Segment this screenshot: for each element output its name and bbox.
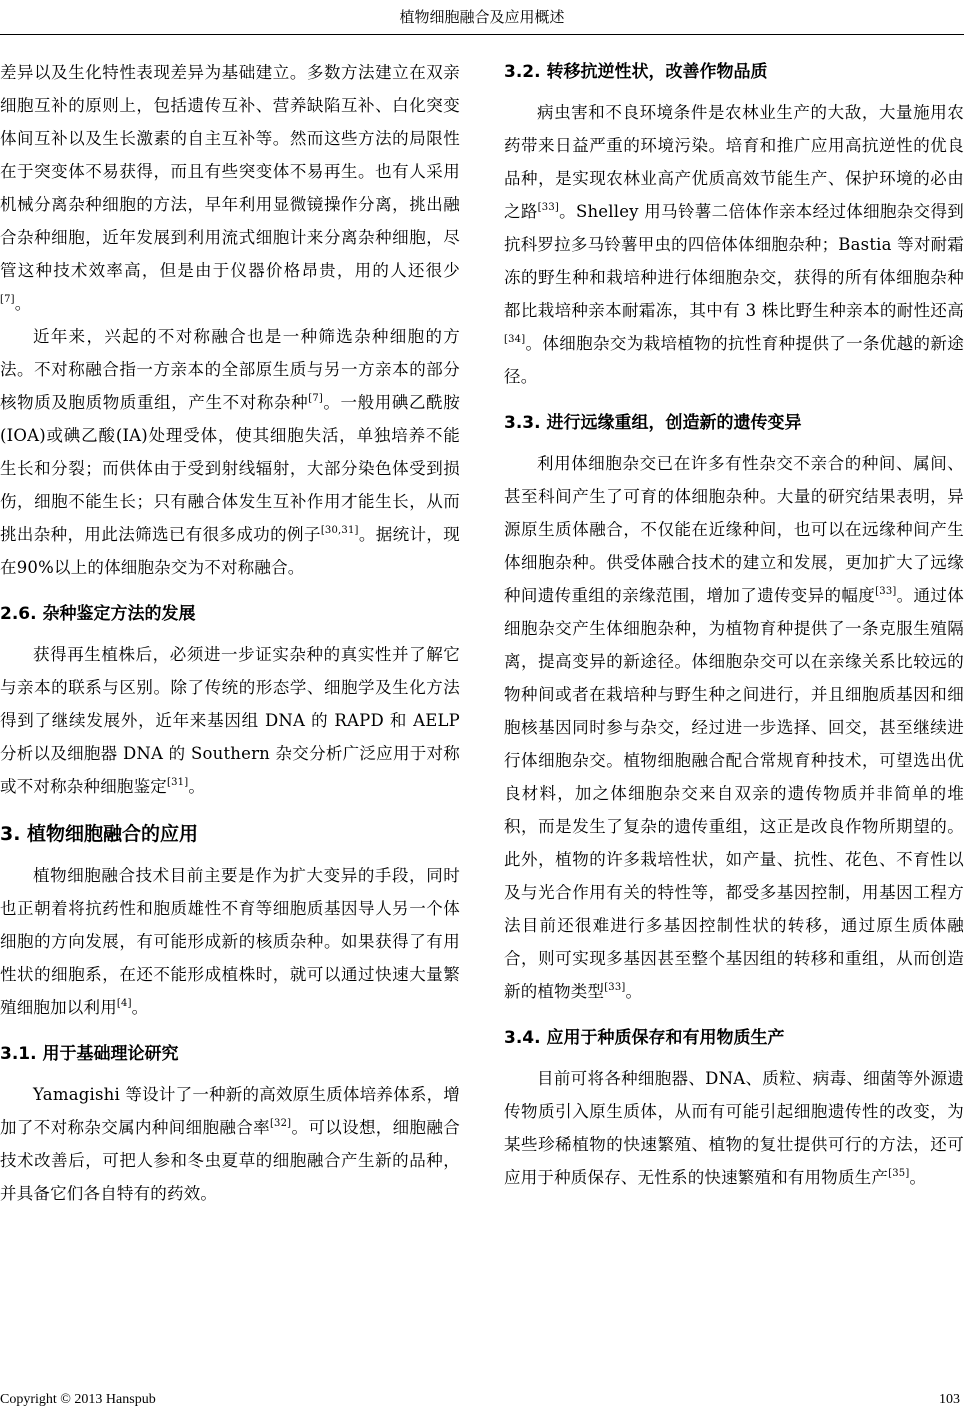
header-rule <box>0 34 964 35</box>
section-heading: 3. 植物细胞融合的应用 <box>0 823 199 845</box>
paragraph: Yamagishi 等设计了一种新的高效原生质体培养体系，增加了不对称杂交属内种间细胞融合率[32]。可以设想，细胞融合技术改善后，可把人参和冬虫夏草的细胞融合产生新的品种，并具备它们各自特有的药效。 <box>0 1085 460 1203</box>
paragraph: 利用体细胞杂交已在许多有性杂交不亲合的种间、属间、甚至科间产生了可育的体细胞杂种。大量的研究结果表明，异源原生质体融合，不仅能在近缘种间，也可以在远缘种间产生体细胞杂种。供受体融合技术的建立和发展，更加扩大了远缘种间遗传重组的亲缘范围，增加了遗传变异的幅度[33]。通过体细胞杂交产生体细胞杂种，为植物育种提供了一条克服生殖隔离，提高变异的新途径。体细胞杂交可以在亲缘关系比较远的物种间或者在栽培种与野生种之间进行，并且细胞质基因和细胞核基因同时参与杂交，经过进一步选择、回交，甚至继续进行体细胞杂交。植物细胞融合配合常规育种技术，可望选出优良材料，加之体细胞杂交来自双亲的遗传物质并非简单的堆积，而是发生了复杂的遗传重组，这正是改良作物所期望的。此外，植物的许多栽培性状，如产量、抗性、花色、不育性以及与光合作用有关的特性等，都受多基因控制，用基因工程方法目前还很难进行多基因控制性状的转移，通过原生质体融合，则可实现多基因甚至整个基因组的转移和重组，从而创造新的植物类型[33]。 <box>504 454 964 1001</box>
running-header: 植物细胞融合及应用概述 <box>399 8 565 26</box>
paragraph: 植物细胞融合技术目前主要是作为扩大变异的手段，同时也正朝着将抗药性和胞质雄性不育等细胞质基因导人另一个体细胞的方向发展，有可能形成新的核质杂种。如果获得了有用性状的细胞系，在还不能形成植株时，就可以通过快速大量繁殖细胞加以利用[4]。 <box>0 866 460 1017</box>
paragraph: 病虫害和不良环境条件是农林业生产的大敌，大量施用农药带来日益严重的环境污染。培育和推广应用高抗逆性的优良品种，是实现农林业高产优质高效节能生产、保护环境的必由之路[33]。Shelley 用马铃薯二倍体作亲本经过体细胞杂交得到抗科罗拉多马铃薯甲虫的四倍体体细胞杂种；Bastia 等对耐霜冻的野生种和栽培种进行体细胞杂交，获得的所有体细胞杂种都比栽培种亲本耐霜冻，其中有 3 株比野生种亲本的耐性还高[34]。体细胞杂交为栽培植物的抗性育种提供了一条优越的新途径。 <box>504 103 964 386</box>
paragraph: 差异以及生化特性表现差异为基础建立。多数方法建立在双亲细胞互补的原则上，包括遗传互补、营养缺陷互补、白化突变体间互补以及生长激素的自主互补等。然而这些方法的局限性在于突变体不易获得，而且有些突变体不易再生。也有人采用机械分离杂种细胞的方法，早年利用显微镜操作分离，挑出融合杂种细胞，近年发展到利用流式细胞计来分离杂种细胞，尽管这种技术效率高，但是由于仪器价格昂贵，用的人还很少[7]。 <box>0 63 460 313</box>
section-heading: 2.6. 杂种鉴定方法的发展 <box>0 604 196 624</box>
section-heading: 3.4. 应用于种质保存和有用物质生产 <box>504 1028 785 1048</box>
paragraph: 目前可将各种细胞器、DNA、质粒、病毒、细菌等外源遗传物质引入原生质体，从而有可能引起细胞遗传性的改变，为某些珍稀植物的快速繁殖、植物的复壮提供可行的方法，还可应用于种质保存、无性系的快速繁殖和有用物质生产[35]。 <box>504 1069 964 1187</box>
paragraph: 近年来，兴起的不对称融合也是一种筛选杂种细胞的方法。不对称融合指一方亲本的全部原生质与另一方亲本的部分核物质及胞质物质重组，产生不对称杂种[7]。一般用碘乙酰胺(IOA)或碘乙酸(IA)处理受体，使其细胞失活，单独培养不能生长和分裂；而供体由于受到射线辐射，大部分染色体受到损伤，细胞不能生长；只有融合体发生互补作用才能生长，从而挑出杂种，用此法筛选已有很多成功的例子[30,31]。据统计，现在90%以上的体细胞杂交为不对称融合。 <box>0 327 460 577</box>
footer-copyright: Copyright © 2013 Hanspub <box>0 1392 156 1407</box>
section-heading: 3.1. 用于基础理论研究 <box>0 1044 179 1064</box>
section-heading: 3.3. 进行远缘重组，创造新的遗传变异 <box>504 413 802 433</box>
paragraph: 获得再生植株后，必须进一步证实杂种的真实性并了解它与亲本的联系与区别。除了传统的形态学、细胞学及生化方法得到了继续发展外，近年来基因组 DNA 的 RAPD 和 AELP 分析以及细胞器 DNA 的 Southern 杂交分析广泛应用于对称或不对称杂种细胞鉴定[31]。 <box>0 645 460 796</box>
page-number: 103 <box>939 1392 960 1407</box>
right-column <box>504 56 964 1356</box>
left-column <box>0 56 460 1356</box>
section-heading: 3.2. 转移抗逆性状，改善作物品质 <box>504 62 768 82</box>
